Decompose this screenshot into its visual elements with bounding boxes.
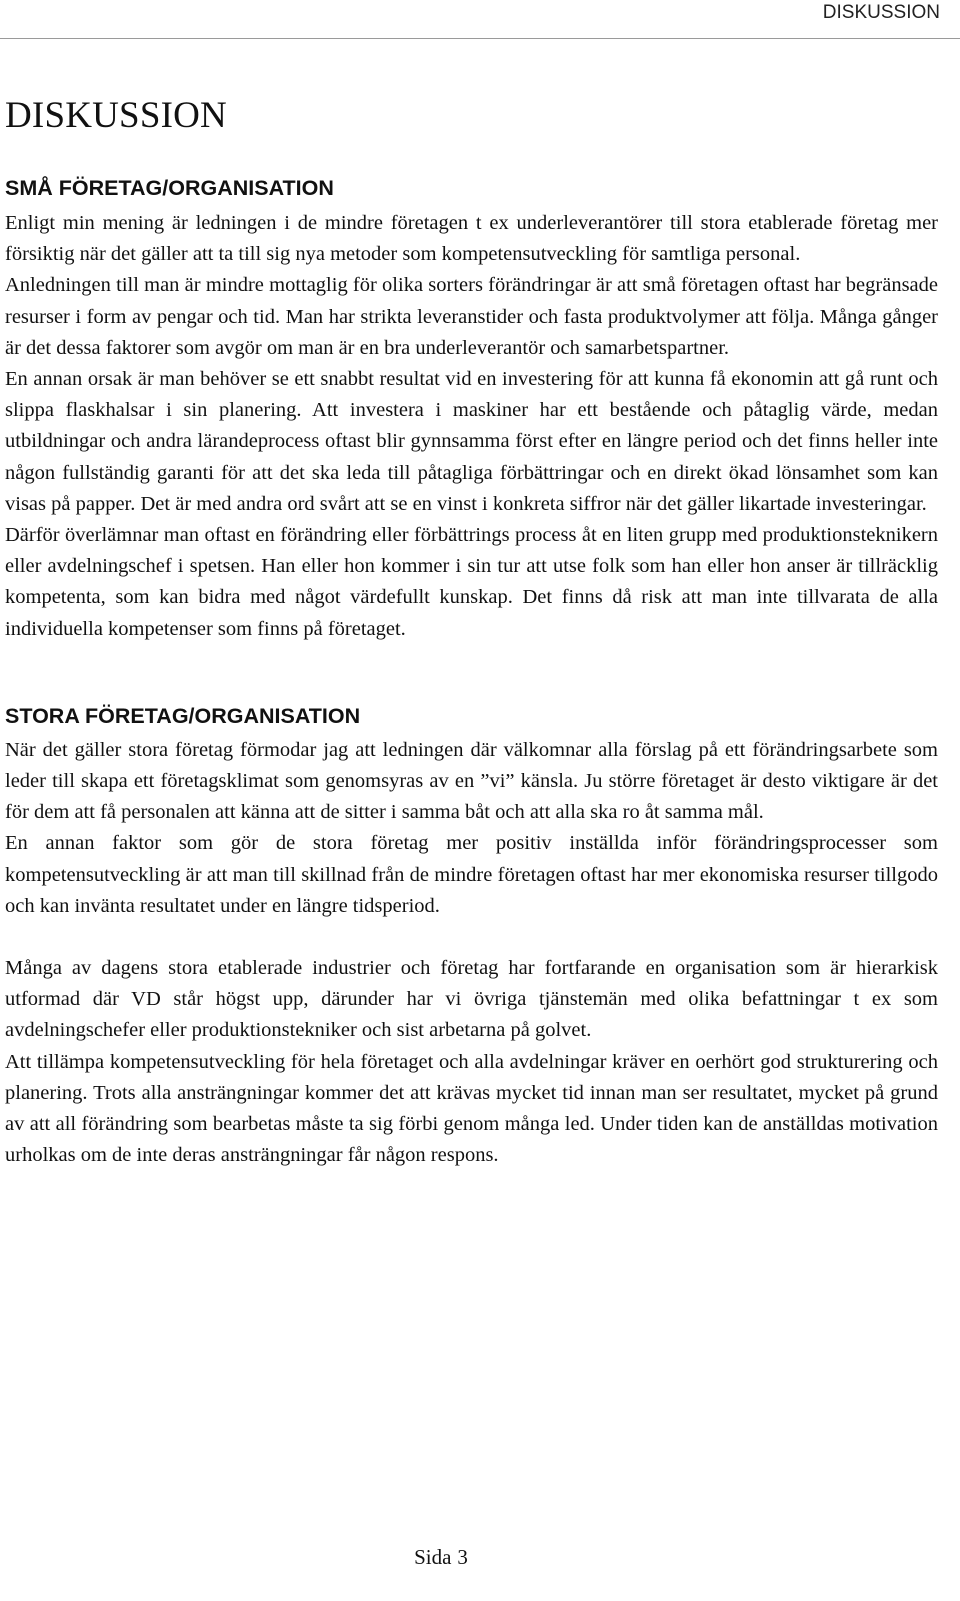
section-heading-large-companies: STORA FÖRETAG/ORGANISATION [5, 703, 361, 728]
page-number: 3 [457, 1545, 468, 1569]
paragraph: Enligt min mening är ledningen i de mindre företagen t ex underleverantörer till stora etablerade företag mer försiktig när det gäller att ta till sig nya metoder som kompetensutveckling för samtliga personal. [5, 212, 938, 266]
page-content [5, 90, 938, 1171]
paragraph: Många av dagens stora etablerade industrier och företag har fortfarande en organisation som är hierarkisk utformad där VD står högst upp, därunder har vi övriga tjänstemän med olika befattningar t ex som avdelningschefer eller produktionstekniker och sist arbetarna på golvet. [5, 957, 938, 1042]
document-title: DISKUSSION [5, 95, 227, 136]
page-footer [0, 1542, 882, 1572]
paragraph: Att tillämpa kompetensutveckling för hela företaget och alla avdelningar kräver en oerhört god strukturering och planering. Trots alla ansträngningar kommer det att krävas mycket tid innan man ser resultatet, mycket på grund av att all förändring som bearbetas måste ta sig förbi genom många led. Under tiden kan de anställdas motivation urholkas om de inte deras ansträngningar får någon respons. [5, 1050, 938, 1167]
running-header [0, 0, 960, 39]
paragraph: När det gäller stora företag förmodar jag att ledningen där välkomnar alla förslag på ett förändringsarbete som leder till skapa ett företagsklimat som genomsyras av en ”vi” känsla. Ju större företaget är desto viktigare är det för dem att få personalen att känna att de sitter i samma båt och att alla ska ro åt samma mål. [5, 738, 938, 824]
paragraph: Därför överlämnar man oftast en förändring eller förbättrings process åt en liten grupp med produktionsteknikern eller avdelningschef i spetsen. Han eller hon kommer i sin tur att utse folk som han eller hon anser är tillräcklig kompetenta, som kan bidra med något värdefullt kunskap. Det finns då risk att man inte tillvarata de alla individuella kompetenser som finns på företaget. [5, 524, 938, 640]
page-label: Sida [414, 1545, 452, 1569]
section-heading-small-companies: SMÅ FÖRETAG/ORGANISATION [5, 176, 334, 200]
paragraph: Anledningen till man är mindre mottaglig för olika sorters förändringar är att små företagen oftast har begränsade resurser i form av pengar och tid. Man har strikta leveranstider och fasta produktvolymer att följa. Många gånger är det dessa faktorer som avgör om man är en bra underleverantör och samarbetspartner. [5, 274, 938, 359]
paragraph: En annan orsak är man behöver se ett snabbt resultat vid en investering för att kunna få ekonomin att gå runt och slippa flaskhalsar i sin planering. Att investera i maskiner har ett bestående och påtaglig värde, medan utbildningar och andra lärandeprocess oftast blir gynnsamma först efter en längre period och det finns heller inte någon fullständig garanti för att det ska leda till påtagliga förbättringar och en direkt ökad lönsamhet som kan visas på papper. Det är med andra ord svårt att se en vinst i konkreta siffror när det gäller likartade investeringar. [5, 368, 938, 515]
running-header-title: DISKUSSION [822, 2, 940, 23]
paragraph: En annan faktor som gör de stora företag mer positiv inställda inför förändringsprocesser som kompetensutveckling är att man till skillnad från de mindre företagen oftast har mer ekonomiska resurser tillgodo och kan inväntа resultatet under en längre tidsperiod. [5, 832, 938, 917]
